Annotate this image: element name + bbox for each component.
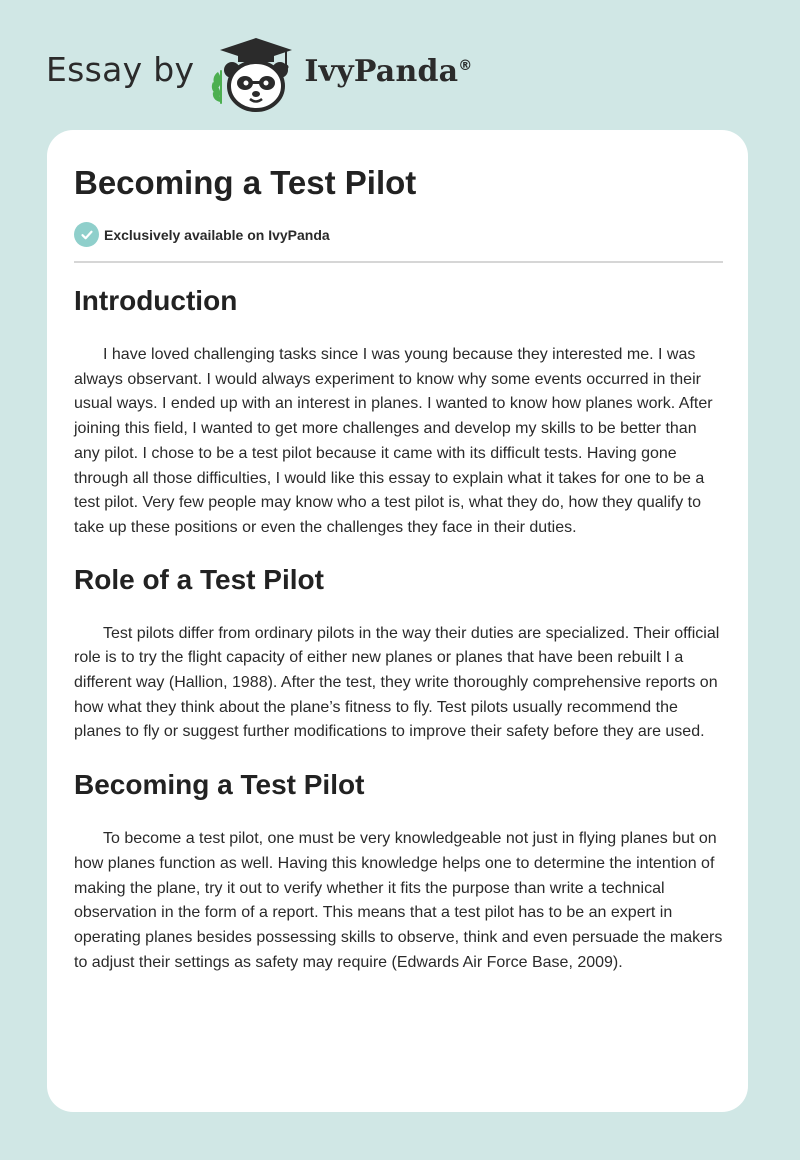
section-becoming-test-pilot [74,765,723,975]
section-paragraph: I have loved challenging tasks since I was young because they interested me. I was always observant. I would always experiment to know why some events occurred in their usual ways. I ended up with an interest in planes. I wanted to know how planes work. After joining this field, I wanted to get more challenges and develop my skills to be better than any pilot. I chose to be a test pilot because it came with its difficult tests. Having gone through all those difficulties, I would like this essay to explain what it takes for one to be a test pilot. Very few people may know who a test pilot is, what they do, how they qualify to take up these positions or even the challenges they face in their duties. [74,346,713,536]
section-paragraph: To become a test pilot, one must be very knowledgeable not just in flying planes but on how planes function as well. Having this knowledge helps one to determine the intention of making the plane, try it out to verify whether it fits the purpose than write a technical observation in the form of a report. This means that a test pilot has to be an expert in operating planes besides possessing skills to observe, think and even persuade the makers to adjust their settings as safety may require (Edwards Air Force Base, 2009). [74,830,723,971]
brand-name: IvyPanda® [304,53,473,89]
brand-header [46,34,472,114]
divider [74,261,723,263]
section-paragraph: Test pilots differ from ordinary pilots in the way their duties are specialized. Their official role is to try the flight capacity of either new planes or planes that have been rebuilt I a different way (Hallion, 1988). After the test, they write thoroughly comprehensive reports on how what they think about the plane’s fitness to fly. Test pilots usually recommend the planes to fly or suggest further modifications to improve their safety before they are used. [74,624,720,741]
essay-card [47,130,748,1112]
exclusive-badge [74,222,330,247]
section-heading: Role of a Test Pilot [74,563,324,595]
check-circle-icon [74,222,99,247]
section-role-of-test-pilot [74,560,723,746]
exclusive-label: Exclusively available on IvyPanda [104,226,330,243]
essay-content [74,281,723,975]
section-heading: Becoming a Test Pilot [74,769,365,801]
section-heading: Introduction [74,285,238,316]
page-title: Becoming a Test Pilot [74,164,417,201]
brand-prefix: Essay by [46,49,195,89]
panda-graduate-logo-icon [208,36,300,112]
section-introduction [74,281,723,541]
